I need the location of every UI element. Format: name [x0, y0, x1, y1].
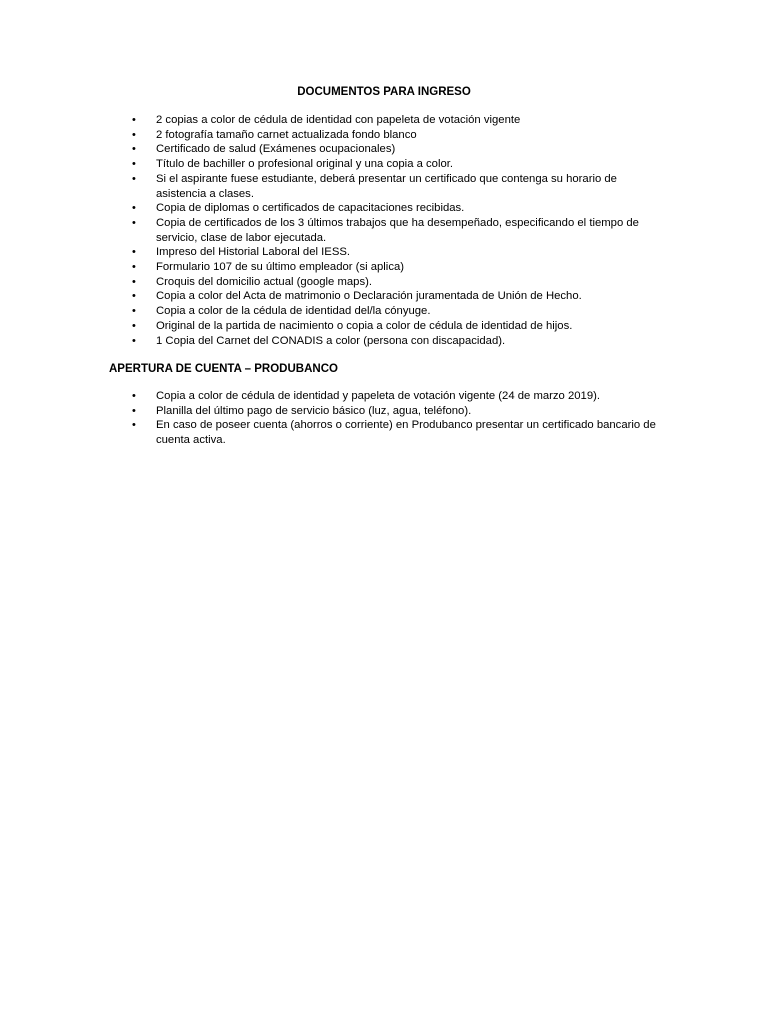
bullet-icon: •: [132, 290, 136, 303]
section-heading: APERTURA DE CUENTA – PRODUBANCO: [109, 363, 338, 375]
list-item: [0, 245, 656, 260]
bullet-icon: •: [132, 172, 136, 185]
list-item-text: En caso de poseer cuenta (ahorros o corriente) en Produbanco presentar un certificado bancario de cuenta activa.: [156, 419, 656, 447]
list-item-text: 2 fotografía tamaño carnet actualizada fondo blanco: [156, 128, 417, 141]
bullet-icon: •: [132, 275, 136, 288]
list-item-text: Copia a color de cédula de identidad y papeleta de votación vigente (24 de marzo 2019).: [156, 390, 601, 402]
list-item: [0, 404, 656, 419]
bullet-icon: •: [132, 305, 136, 318]
list-item-text: Si el aspirante fuese estudiante, deberá presentar un certificado que contenga su horario de asistencia a clases.: [156, 172, 617, 200]
list-item-text: 1 Copia del Carnet del CONADIS a color (persona con discapacidad).: [156, 334, 506, 347]
list-item-text: Planilla del último pago de servicio básico (luz, agua, teléfono).: [156, 404, 472, 417]
bullet-icon: •: [132, 246, 136, 259]
bullet-icon: •: [132, 319, 136, 332]
list-item: [0, 157, 656, 172]
list-item-text: Impreso del Historial Laboral del IESS.: [156, 246, 351, 259]
list-item-text: Original de la partida de nacimiento o copia a color de cédula de identidad de hijos.: [156, 319, 573, 332]
list-item-text: Croquis del domicilio actual (google maps).: [156, 275, 372, 288]
bullet-icon: •: [132, 114, 136, 126]
list-item: [0, 216, 656, 245]
list-item: [0, 289, 656, 304]
list-item: [0, 304, 656, 319]
bullet-icon: •: [132, 261, 136, 274]
list-item: [0, 418, 656, 447]
list-item-text: Certificado de salud (Exámenes ocupacionales): [156, 143, 396, 156]
list-item: [0, 172, 656, 201]
bullet-icon: •: [132, 128, 136, 141]
bullet-icon: •: [132, 202, 136, 215]
requirements-list: [0, 113, 656, 348]
bullet-icon: •: [132, 390, 136, 402]
list-item: [0, 389, 656, 404]
list-item-text: Copia de certificados de los 3 últimos trabajos que ha desempeñado, especificando el tiempo de servicio, clase de labor ejecutada.: [156, 216, 639, 244]
list-item: [0, 260, 656, 275]
bullet-icon: •: [132, 216, 136, 229]
list-item: [0, 275, 656, 290]
list-item-text: Formulario 107 de su último empleador (si aplica): [156, 261, 405, 274]
list-item: [0, 201, 656, 216]
bullet-icon: •: [132, 419, 136, 432]
list-item: [0, 113, 656, 128]
bullet-icon: •: [132, 334, 136, 347]
list-item-text: Copia de diplomas o certificados de capacitaciones recibidas.: [156, 202, 465, 215]
list-item: [0, 334, 656, 349]
list-item-text: 2 copias a color de cédula de identidad con papeleta de votación vigente: [156, 114, 521, 126]
bullet-icon: •: [132, 158, 136, 171]
bullet-icon: •: [132, 404, 136, 417]
list-item-text: Título de bachiller o profesional original y una copia a color.: [156, 158, 454, 171]
list-item: [0, 128, 656, 143]
list-item-text: Copia a color de la cédula de identidad del/la cónyuge.: [156, 305, 431, 318]
account-opening-list: [0, 389, 656, 448]
bullet-icon: •: [132, 143, 136, 156]
list-item: [0, 142, 656, 157]
list-item-text: Copia a color del Acta de matrimonio o Declaración juramentada de Unión de Hecho.: [156, 290, 582, 303]
list-item: [0, 319, 656, 334]
document-title: DOCUMENTOS PARA INGRESO: [297, 86, 471, 98]
